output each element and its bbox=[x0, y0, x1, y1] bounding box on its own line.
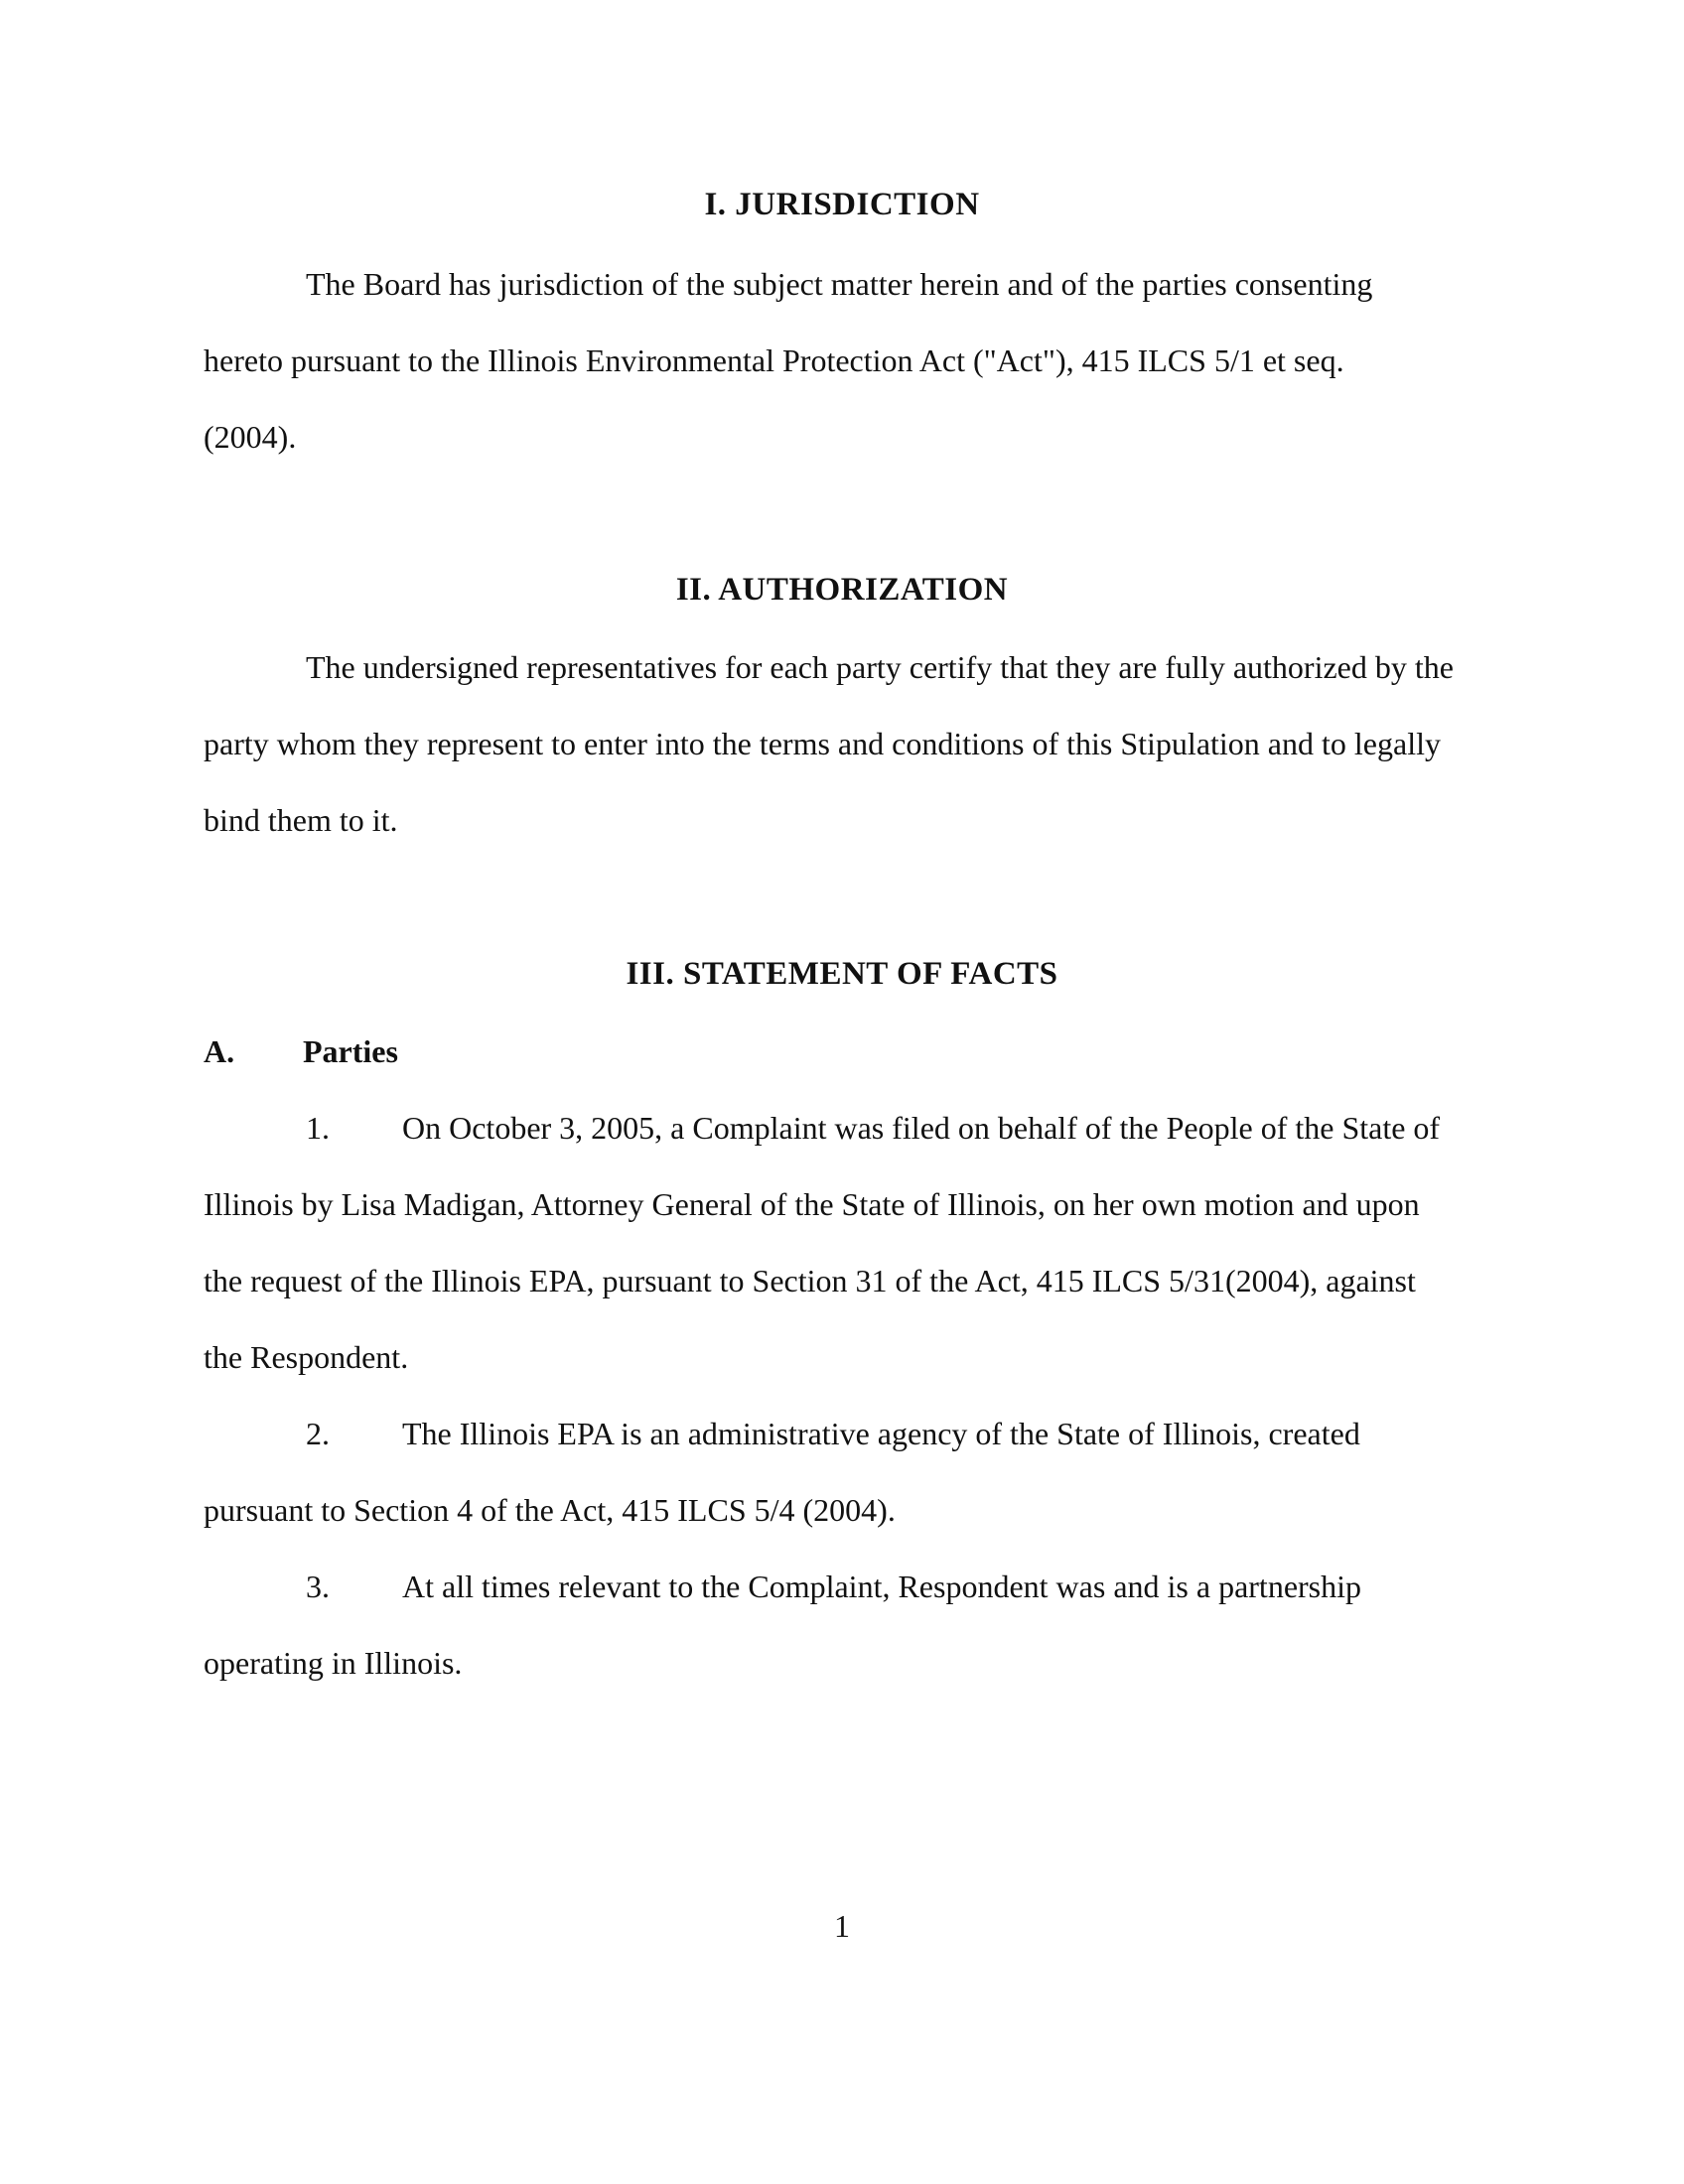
paragraph-number-2: 2. bbox=[306, 1416, 330, 1451]
authorization-line-3: bind them to it. bbox=[204, 802, 398, 838]
paragraph-1-line-3: the request of the Illinois EPA, pursuant to Section 31 of the Act, 415 ILCS 5/31(2004), against bbox=[204, 1263, 1416, 1298]
paragraph-number-1: 1. bbox=[306, 1110, 330, 1146]
subsection-letter: A. bbox=[204, 1033, 235, 1069]
paragraph-2-line-1: The Illinois EPA is an administrative agency of the State of Illinois, created bbox=[402, 1416, 1360, 1451]
section-heading-statement-of-facts: III. STATEMENT OF FACTS bbox=[626, 956, 1058, 992]
paragraph-1-line-4: the Respondent. bbox=[204, 1339, 409, 1375]
page-number: 1 bbox=[834, 1908, 850, 1944]
authorization-line-1: The undersigned representatives for each party certify that they are fully authorized by the bbox=[306, 649, 1454, 685]
section-heading-jurisdiction: I. JURISDICTION bbox=[704, 187, 980, 222]
authorization-line-2: party whom they represent to enter into the terms and conditions of this Stipulation and to legally bbox=[204, 726, 1441, 761]
paragraph-3-line-1: At all times relevant to the Complaint, Respondent was and is a partnership bbox=[402, 1569, 1362, 1604]
paragraph-1-line-1: On October 3, 2005, a Complaint was filed on behalf of the People of the State of bbox=[402, 1110, 1441, 1146]
paragraph-2-line-2: pursuant to Section 4 of the Act, 415 ILCS 5/4 (2004). bbox=[204, 1492, 896, 1528]
jurisdiction-line-3: (2004). bbox=[204, 419, 297, 455]
jurisdiction-line-2: hereto pursuant to the Illinois Environmental Protection Act ("Act"), 415 ILCS 5/1 et seq. bbox=[204, 342, 1344, 378]
subsection-parties bbox=[204, 1035, 398, 1067]
paragraph-number-3: 3. bbox=[306, 1569, 330, 1604]
paragraph-3-line-2: operating in Illinois. bbox=[204, 1645, 463, 1681]
paragraph-1-line-2: Illinois by Lisa Madigan, Attorney General of the State of Illinois, on her own motion and upon bbox=[204, 1186, 1420, 1222]
jurisdiction-line-1: The Board has jurisdiction of the subject matter herein and of the parties consenting bbox=[306, 266, 1373, 302]
section-heading-authorization: II. AUTHORIZATION bbox=[675, 572, 1009, 608]
subsection-title: Parties bbox=[303, 1033, 398, 1069]
